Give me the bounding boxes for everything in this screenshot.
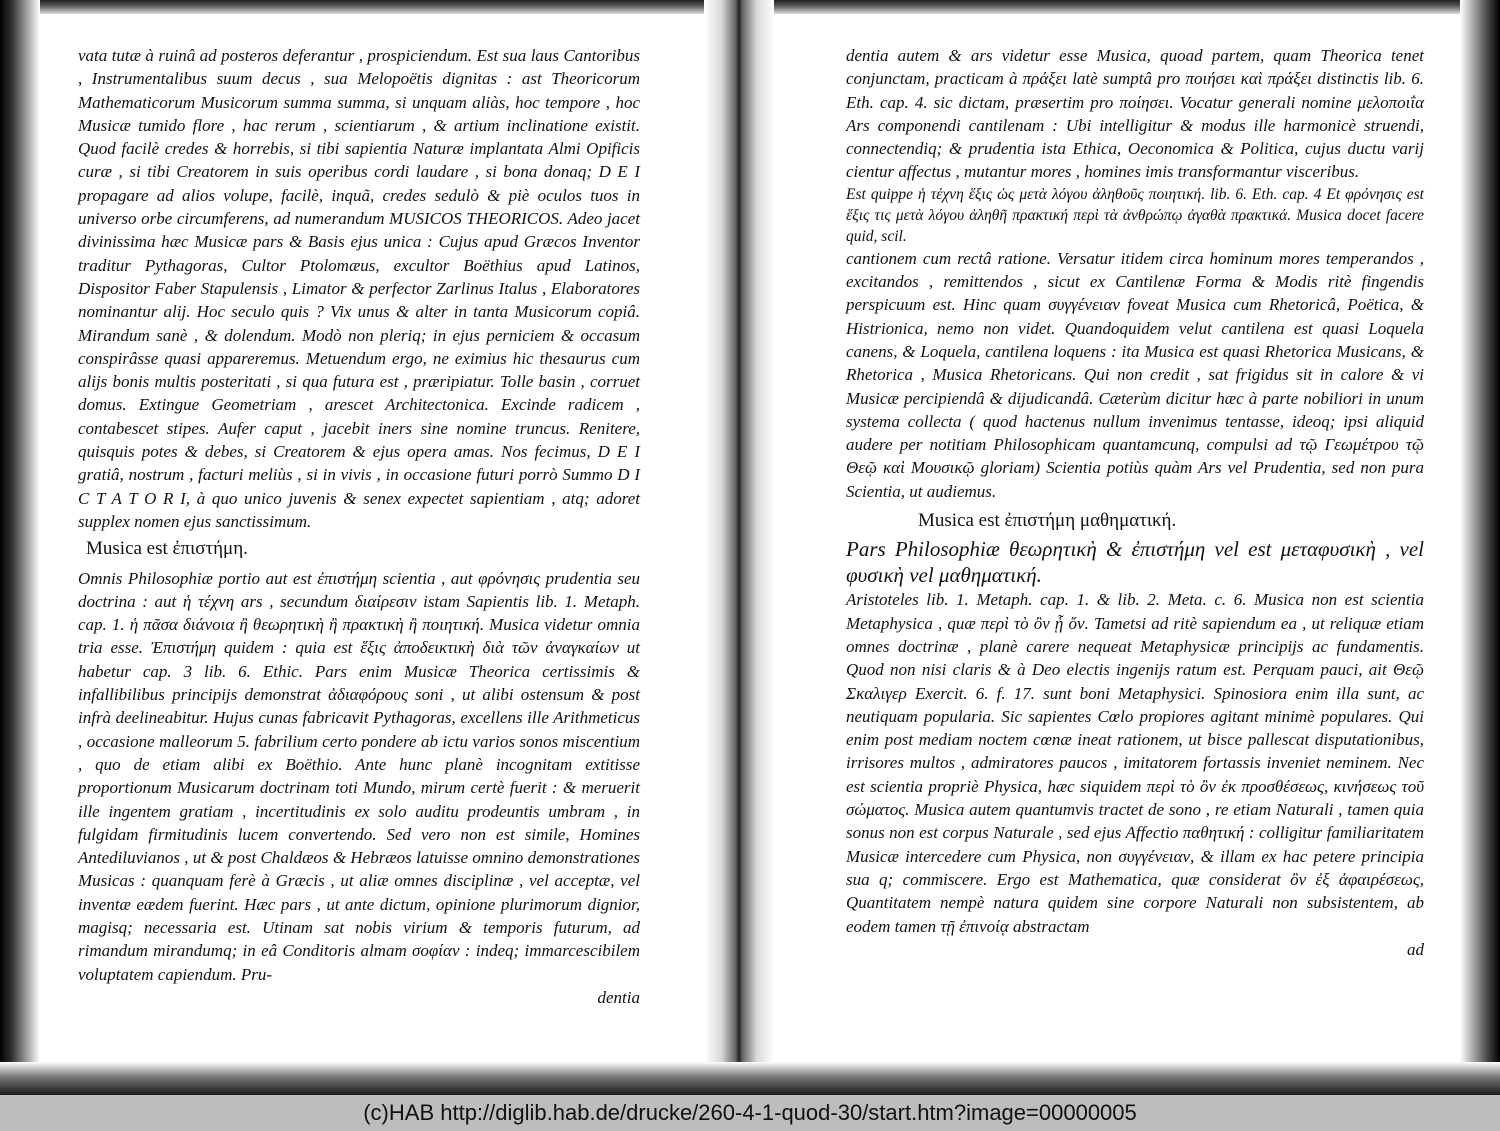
left-section-heading: Musica est ἐπιστήμη. [86,538,248,560]
book-gutter [704,0,774,1095]
left-page [78,44,640,1009]
scan-right-edge [1460,0,1500,1095]
left-paragraph-2: Omnis Philosophiæ portio aut est ἐπιστήμη scientia , aut φρόνησις prudentia seu doctrina : aut ἡ τέχνη ars , secundum διαίρεσιν istam Sapientis lib. 1. Metaph. cap. 1. ἡ πᾶσα διάνοια ἢ θεωρητικὴ ἢ πρακτικὴ ἢ ποιητική. Musica videtur omnia tria esse. Ἐπιστήμη quidem : quia est ἕξις ἀποδεικτικὴ διὰ τῶν ἀναγκαίων ut habetur cap. 3 lib. 6. Ethic. Pars enim Musicæ Theorica certissimis & infallibilibus principijs demonstrat ἀδιαφόρους soni , ut alibi ostensum & post infrà deelineabitur. Hujus cunas fabricavit Pythagoras, excellens ille Arithmeticus , occasione malleorum 5. fabrilium certo pondere ab ictu varios sonos miscentium , quo de etiam alibi ex Boëthio. Ante hunc planè incognitam extitisse proportionum Musicarum doctrinam toti Mundo, mirum certè fuerit : & meruerit ille ingentem gratiam , incertitudinis ex solo auditu prodeuntis umbram , in fulgidam firmitudinis lucem convertendo. Sed vero non est simile, Homines Antediluvianos , ut & post Chaldæos & Hebræos latuisse omnino demonstrationes Musicas : quanquam ferè à Græcis , ut aliæ omnes disciplinæ , vel acceptæ, vel inventæ eædem fuerint. Hæc pars , ut ante dictum, opinione plurimorum dignior, magisq; necessaria est. Utinam sat nobis virium & temporis futurum, ad rimandum mirandumq; in eâ Conditoris almam σοφίαν : indeq; immarcescibilem voluptatem capiendum. Pru- [78,568,640,984]
right-section-heading: Musica est ἐπιστήμη μαθηματική. [918,510,1177,532]
left-paragraph-1: vata tutæ à ruinâ ad posteros deferantur , prospiciendum. Est sua laus Cantoribus , Instrumentalibus suum decus , sua Melopoëtis dignitas : ast Theoricorum Mathematicorum Musicorum summa summa, si unquam aliàs, hoc tempore , hoc Musicæ tumido flore , hac rerum , scientiarum , & artium inclinatione existit. Quod facilè credes & horrebis, si tibi sapientia Naturæ implantata Almi Opificis curæ , si tibi Creatorem in suis operibus cordi laudare , si bona donaq; D E I propagare ad alios volupe, facilè, inquã, credes sedulò & piè oculos tuos in universo orbe circumferens, ad numerandum MUSICOS THEORICOS. Adeo jacet divinissima hæc Musicæ pars & Basis ejus unica : Cujus apud Græcos Inventor traditur Pythagoras, Cultor Ptolomæus, excultor Boëthius apud Latinos, Dispositor Faber Stapulensis , Limator & perfector Zarlinus Italus , Elaboratores nominantur alij. Hoc seculo quis ? Vix unus & alter in tanta Musicorum copiâ. Mirandum sanè , & dolendum. Modò non pleriq; in ejus perniciem & occasum conspirâsse quasi appareremus. Metuendum ergo, ne eximius hic thesaurus cum alijs bonis multis posteritati , si qua futura est , præripiatur. Tolle basin , corruet domus. Extingue Geometriam , arescet Architectonica. Excinde radicem , contabescet stipes. Aufer caput , jacebit iners sine nomine truncus. Renitere, quisquis potes & debes, si Creatorem & ejus opera amas. Nos fecimus, D E I gratiâ, nostrum , facturi meliùs , si in vivis , in occasione futuri porrò Summo D I C T A T O R I, à quo unico juvenis & senex expectet sapientiam , atq; adoret supplex nomen ejus sanctissimum. [78,46,640,531]
copyright-footer: (c)HAB http://diglib.hab.de/drucke/260-4-1-quod-30/start.htm?image=00000005 [0,1095,1500,1131]
right-page [846,44,1424,961]
left-catchword: dentia [597,987,640,1007]
scan-left-edge [0,0,40,1095]
right-catchword: ad [1407,939,1424,959]
right-paragraph-4: Aristoteles lib. 1. Metaph. cap. 1. & lib. 2. Meta. c. 6. Musica non est scientia Metaphysica , quæ περὶ τὸ ὂν ᾗ ὄν. Tametsi ad ritè sapiendum ea , ut reliquæ etiam omnes doctrinæ , planè carere nequeat Metaphysicæ principijs ac fundamentis. Quod non nisi claris & à Deo electis ingenijs ratum est. Perquam pauci, ait Θεῷ Σκαλιγερ Exercit. 6. f. 17. sunt boni Metaphysici. Spinosiora enim illa sunt, ac neutiquam popularia. Sic sapientes Cœlo propiores agitant minimè populares. Qui enim post mediam noctem cœnæ ineat rationem, ut bisce pallescat disputationibus, irrisores multos , admiratores paucos , imitatorem fortassis inveniet neminem. Nec est scientia propriè Physica, hæc siquidem περὶ τὸ ὂν ἐκ προσθέσεως, κινήσεως τοῦ σώματος. Musica autem quantumvis tractet de sono , re etiam Naturali , tamen quia sonus non est corpus Naturale , sed ejus Affectio παθητική : colligitur familiaritatem Musicæ intercedere cum Physica, non συγγένειαν, & illam ex hac petere principia sua q; commiscere. Ergo est Mathematica, quæ considerat ὂν ἐξ ἀφαιρέσεως, Quantitatem nempè natura quidem sine corpore Naturali non subsistentem, ab eodem tamen τῇ ἐπινοίᾳ abstractam [846,590,1424,936]
scan-bottom-edge [0,1062,1500,1095]
right-paragraph-1: dentia autem & ars videtur esse Musica, quoad partem, quam Theorica tenet conjunctam, practicam à πράξει latè sumptâ pro ποιήσει καὶ πράξει distinctis lib. 6. Eth. cap. 4. sic dictam, præsertim pro ποίησει. Vocatur generali nomine μελοποιΐα Ars componendi cantilenam : Ubi intelligitur & modus ille harmonicè struendi, connectendiq; & prudentia ista Ethica, Oeconomica & Politica, cujus ductu varij cientur affectus , mutantur mores , homines imis transformantur visceribus. [846,46,1424,182]
right-paragraph-3: Pars Philosophiæ θεωρητικὴ & ἐπιστήμη vel est μεταφυσικὴ , vel φυσικὴ vel μαθηματική. [846,537,1424,588]
right-greek-note: Est quippe ἡ τέχνη ἕξις ὡς μετὰ λόγου ἀληθοῦς ποιητική. lib. 6. Eth. cap. 4 Et φρόνησις est ἕξις τις μετὰ λόγου ἀληθῆ πρακτική περὶ τὰ ἀνθρώπῳ ἀγαθὰ πρακτικά. Musica docet facere quid, scil. [846,185,1424,245]
right-paragraph-2: cantionem cum rectâ ratione. Versatur itidem circa hominum mores temperandos , excitandos , remittendos , sicut ex Cantilenæ Forma & Modis ritè fingendis perspicuum est. Hinc quam συγγένειαν foveat Musica cum Rhetoricâ, Poëtica, & Histrionica, nemo non videt. Quandoquidem velut cantilena est quasi Loquela canens, & Loquela, cantilena loquens : ita Musica est quasi Rhetorica Musicans, & Rhetorica , Musica Rhetoricans. Qui non credit , sat frigidus sit in calore & vi Musicæ percipiendâ & dijudicandâ. Cæterùm dicitur hæc à parte nobiliori in unum systema collecta ( quod hactenus nullum invenimus tentasse, ideoq; ipsi aliquid audere per notitiam Philosophicam quantamcunq, compulsi ad τῷ Γεωμέτρου τῷ Θεῷ καὶ Μουσικῷ gloriam) Scientia potiùs quàm Ars vel Prudentia, sed non pura Scientia, ut audiemus. [846,248,1424,501]
